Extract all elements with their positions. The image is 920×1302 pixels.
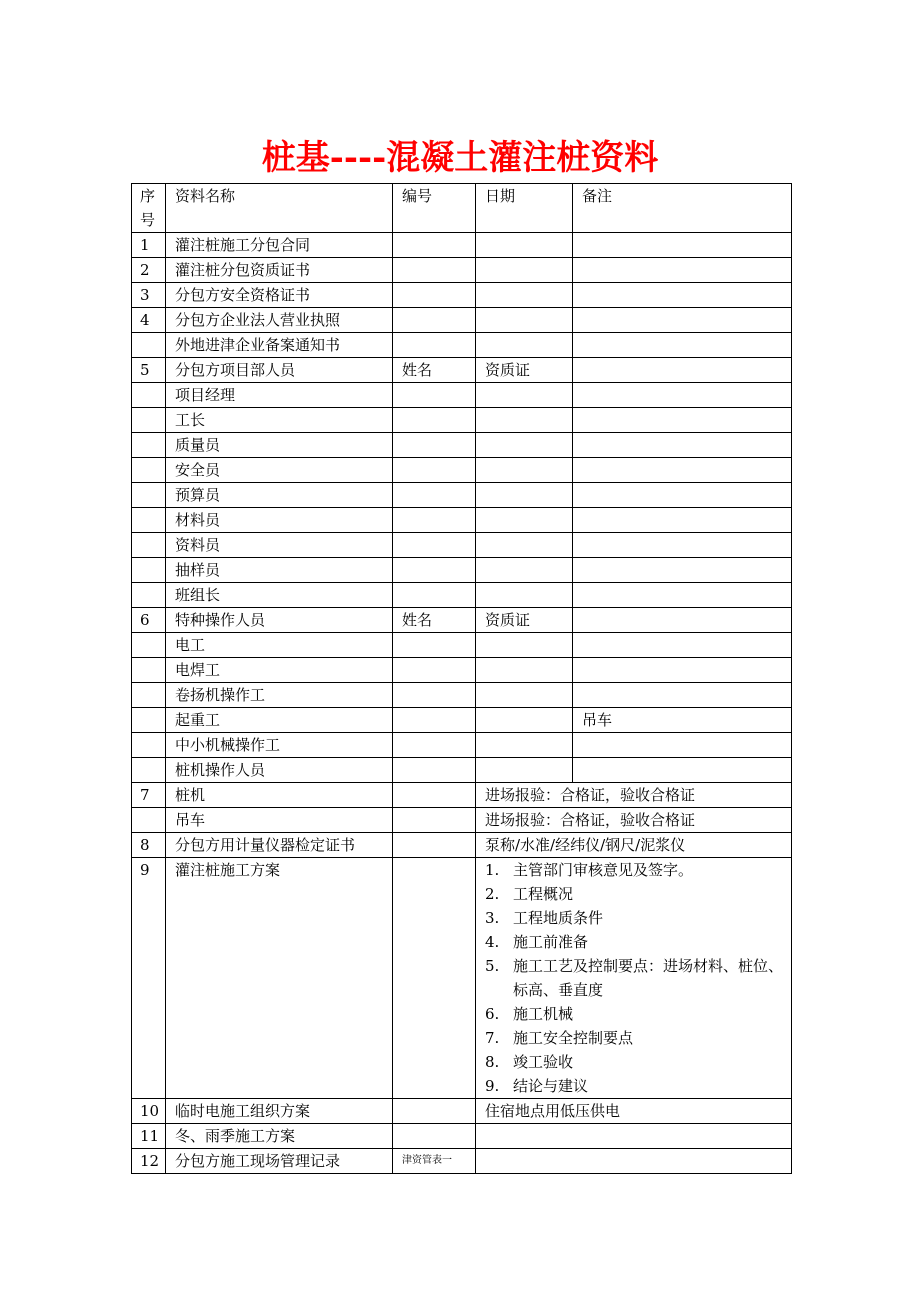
table-row: 班组长 (132, 583, 792, 608)
table-row: 1 灌注桩施工分包合同 (132, 233, 792, 258)
table-row: 预算员 (132, 483, 792, 508)
plan-items (476, 858, 792, 1099)
header-seq: 序 号 (132, 184, 166, 233)
table-row: 7 桩机 进场报验：合格证，验收合格证 (132, 783, 792, 808)
table-row: 10 临时电施工组织方案 住宿地点用低压供电 (132, 1099, 792, 1124)
table-row: 12 分包方施工现场管理记录 津资管表一 (132, 1149, 792, 1174)
table-row: 4 分包方企业法人营业执照 (132, 308, 792, 333)
table-row: 外地进津企业备案通知书 (132, 333, 792, 358)
table-row: 8 分包方用计量仪器检定证书 泵称/水准/经纬仪/钢尺/泥浆仪 (132, 833, 792, 858)
header-remark: 备注 (573, 184, 792, 233)
table-row: 6 特种操作人员 姓名 资质证 (132, 608, 792, 633)
table-row: 电工 (132, 633, 792, 658)
table-row: 安全员 (132, 458, 792, 483)
table-row: 电焊工 (132, 658, 792, 683)
header-date: 日期 (476, 184, 573, 233)
table-row: 资料员 (132, 533, 792, 558)
list-item: 5. 施工工艺及控制要点：进场材料、桩位、标高、垂直度 (485, 957, 784, 999)
document-table (131, 183, 792, 1174)
list-item: 8. 竣工验收 (485, 1053, 574, 1071)
list-item: 7. 施工安全控制要点 (485, 1029, 634, 1047)
header-row (132, 184, 792, 233)
list-item: 3. 工程地质条件 (485, 909, 604, 927)
table-row: 抽样员 (132, 558, 792, 583)
table-row: 中小机械操作工 (132, 733, 792, 758)
table-row: 起重工 吊车 (132, 708, 792, 733)
table-row: 工长 (132, 408, 792, 433)
table-row: 11 冬、雨季施工方案 (132, 1124, 792, 1149)
header-number: 编号 (393, 184, 476, 233)
document-title: 桩基----混凝土灌注桩资料 (261, 138, 659, 178)
table-row: 9 灌注桩施工方案 1. 主管部门审核意见及签字。 2. 工程概况 3. 工程地质条件 4. 施工前准备 5. 施工工艺及控制要点：进场材料、桩位、标高、垂直度 6. 施工机械 7. 施工安全控制要点 8. 竣工验收 9. 结论与建议 (132, 858, 792, 1099)
table-row: 3 分包方安全资格证书 (132, 283, 792, 308)
list-item: 4. 施工前准备 (485, 933, 589, 951)
list-item: 9. 结论与建议 (485, 1077, 589, 1095)
table-row: 2 灌注桩分包资质证书 (132, 258, 792, 283)
table-row: 材料员 (132, 508, 792, 533)
header-name: 资料名称 (166, 184, 393, 233)
table-row: 吊车 进场报验：合格证，验收合格证 (132, 808, 792, 833)
table-row: 卷扬机操作工 (132, 683, 792, 708)
table-row: 桩机操作人员 (132, 758, 792, 783)
list-item: 1. 主管部门审核意见及签字。 (485, 861, 694, 879)
list-item: 6. 施工机械 (485, 1005, 574, 1023)
table-row: 项目经理 (132, 383, 792, 408)
table-row: 质量员 (132, 433, 792, 458)
table-row: 5 分包方项目部人员 姓名 资质证 (132, 358, 792, 383)
list-item: 2. 工程概况 (485, 885, 574, 903)
